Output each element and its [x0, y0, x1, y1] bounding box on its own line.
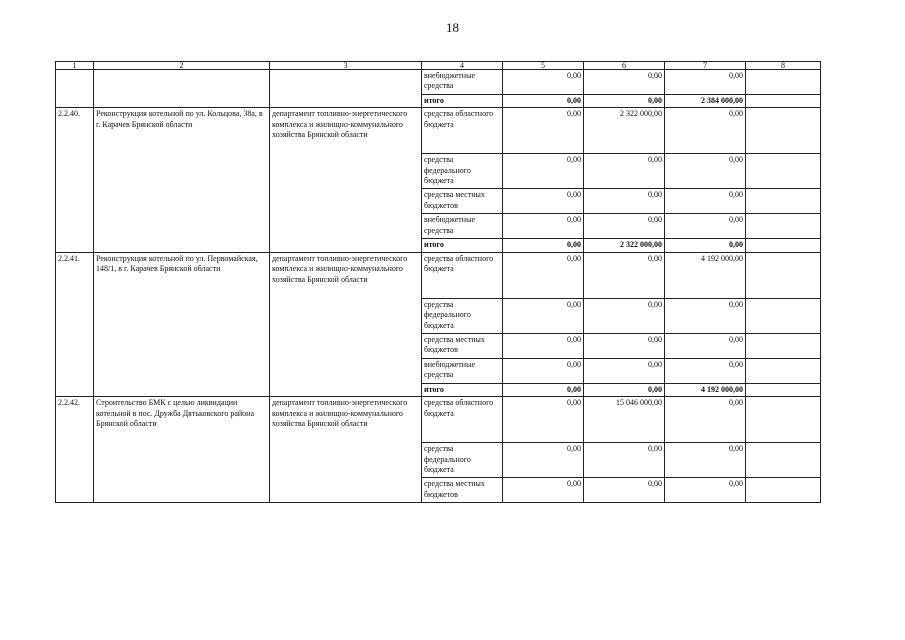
value-cell: 0,00	[584, 383, 665, 396]
value-cell: 4 192 000,00	[665, 252, 746, 298]
column-header: 6	[584, 62, 665, 70]
column-header: 2	[94, 62, 270, 70]
column-header: 4	[422, 62, 503, 70]
empty-cell	[746, 358, 821, 383]
empty-cell	[746, 154, 821, 189]
empty-cell	[746, 397, 821, 443]
name-cell: Реконструкция котельной по ул. Кольцова, 38а, в г. Карачев Брянской области	[94, 108, 270, 252]
value-cell: 0,00	[665, 214, 746, 239]
empty-cell	[746, 383, 821, 396]
table-row	[56, 108, 821, 154]
name-cell	[94, 70, 270, 108]
value-cell: 0,00	[584, 189, 665, 214]
value-cell: 0,00	[665, 70, 746, 95]
code-cell: 2.2.42.	[56, 397, 94, 503]
source-cell: средства федерального бюджета	[422, 443, 503, 478]
value-cell: 0,00	[584, 252, 665, 298]
value-cell: 2 322 000,00	[584, 108, 665, 154]
value-cell: 0,00	[503, 70, 584, 95]
empty-cell	[746, 214, 821, 239]
empty-cell	[746, 478, 821, 503]
value-cell: 0,00	[503, 239, 584, 252]
value-cell: 0,00	[503, 383, 584, 396]
column-header: 7	[665, 62, 746, 70]
value-cell: 0,00	[584, 358, 665, 383]
value-cell: 0,00	[503, 108, 584, 154]
executor-cell: департамент топливно-энергетического комплекса и жилищно-коммунального хозяйства Брянской области	[270, 252, 422, 396]
value-cell: 2 322 000,00	[584, 239, 665, 252]
code-cell: 2.2.41.	[56, 252, 94, 396]
value-cell: 0,00	[503, 189, 584, 214]
source-cell: средства местных бюджетов	[422, 333, 503, 358]
source-cell: средства областного бюджета	[422, 108, 503, 154]
value-cell: 2 384 000,00	[665, 95, 746, 108]
value-cell: 0,00	[503, 443, 584, 478]
value-cell: 0,00	[665, 478, 746, 503]
value-cell: 0,00	[503, 252, 584, 298]
value-cell: 0,00	[503, 214, 584, 239]
source-cell: средства местных бюджетов	[422, 478, 503, 503]
table-row	[56, 70, 821, 95]
empty-cell	[746, 95, 821, 108]
source-cell: итого	[422, 239, 503, 252]
value-cell: 0,00	[584, 214, 665, 239]
page-number: 18	[446, 20, 459, 35]
header-row	[56, 62, 821, 70]
value-cell: 0,00	[665, 154, 746, 189]
value-cell: 0,00	[665, 443, 746, 478]
value-cell: 0,00	[665, 239, 746, 252]
executor-cell	[270, 70, 422, 108]
source-cell: внебюджетные средства	[422, 70, 503, 95]
value-cell: 15 046 000,00	[584, 397, 665, 443]
value-cell: 0,00	[584, 478, 665, 503]
value-cell: 0,00	[503, 333, 584, 358]
source-cell: средства местных бюджетов	[422, 189, 503, 214]
column-header: 3	[270, 62, 422, 70]
value-cell: 0,00	[584, 70, 665, 95]
value-cell: 0,00	[665, 189, 746, 214]
source-cell: средства областного бюджета	[422, 397, 503, 443]
value-cell: 0,00	[503, 478, 584, 503]
code-cell	[56, 70, 94, 108]
value-cell: 0,00	[665, 397, 746, 443]
empty-cell	[746, 239, 821, 252]
executor-cell: департамент топливно-энергетического комплекса и жилищно-коммунального хозяйства Брянской области	[270, 108, 422, 252]
empty-cell	[746, 70, 821, 95]
source-cell: внебюджетные средства	[422, 214, 503, 239]
value-cell: 0,00	[665, 108, 746, 154]
value-cell: 0,00	[665, 298, 746, 333]
source-cell: внебюджетные средства	[422, 358, 503, 383]
value-cell: 0,00	[503, 95, 584, 108]
value-cell: 0,00	[584, 443, 665, 478]
value-cell: 0,00	[665, 358, 746, 383]
value-cell: 0,00	[584, 298, 665, 333]
value-cell: 0,00	[503, 358, 584, 383]
budget-table	[55, 61, 821, 503]
source-cell: средства федерального бюджета	[422, 154, 503, 189]
executor-cell: департамент топливно-энергетического комплекса и жилищно-коммунального хозяйства Брянской области	[270, 397, 422, 503]
value-cell: 0,00	[584, 333, 665, 358]
empty-cell	[746, 252, 821, 298]
value-cell: 4 192 000,00	[665, 383, 746, 396]
source-cell: средства федерального бюджета	[422, 298, 503, 333]
empty-cell	[746, 298, 821, 333]
table-row	[56, 397, 821, 443]
value-cell: 0,00	[584, 95, 665, 108]
code-cell: 2.2.40.	[56, 108, 94, 252]
source-cell: средства областного бюджета	[422, 252, 503, 298]
value-cell: 0,00	[584, 154, 665, 189]
source-cell: итого	[422, 383, 503, 396]
source-cell: итого	[422, 95, 503, 108]
name-cell: Реконструкция котельной по ул. Первомайская, 148/1, в г. Карачев Брянской области	[94, 252, 270, 396]
name-cell: Строительство БМК с целью ликвидации котельной в пос. Дружба Дятьковского района Брянской области	[94, 397, 270, 503]
column-header: 1	[56, 62, 94, 70]
value-cell: 0,00	[503, 154, 584, 189]
column-header: 8	[746, 62, 821, 70]
empty-cell	[746, 189, 821, 214]
empty-cell	[746, 108, 821, 154]
value-cell: 0,00	[503, 298, 584, 333]
column-header: 5	[503, 62, 584, 70]
value-cell: 0,00	[503, 397, 584, 443]
table-row	[56, 252, 821, 298]
value-cell: 0,00	[665, 333, 746, 358]
empty-cell	[746, 333, 821, 358]
empty-cell	[746, 443, 821, 478]
